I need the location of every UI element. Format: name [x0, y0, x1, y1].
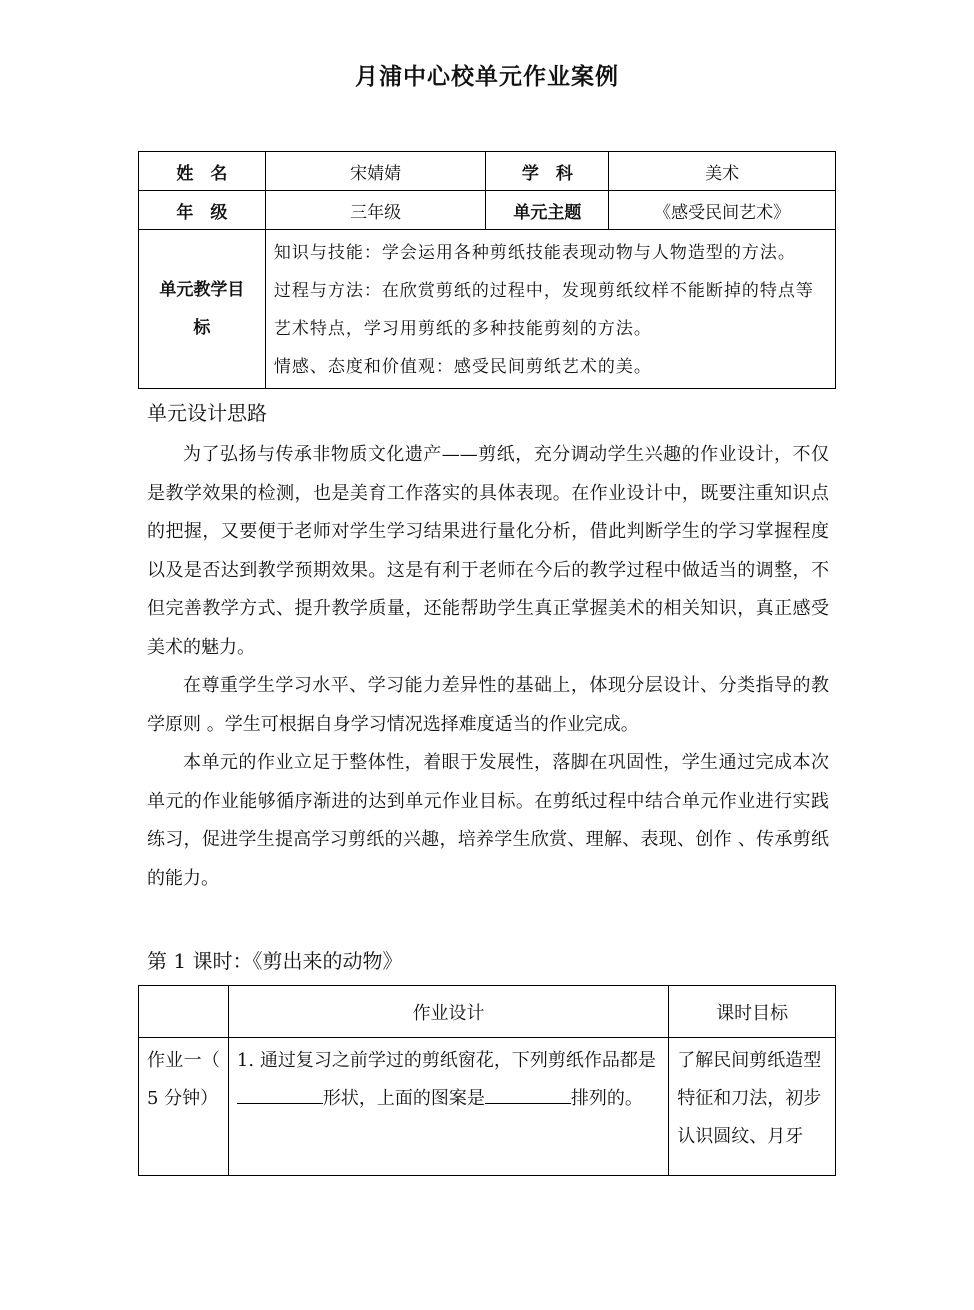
task-content: [228, 1038, 668, 1176]
subject-label: 学 科: [486, 152, 609, 191]
goal-knowledge: 知识与技能：学会运用各种剪纸技能表现动物与人物造型的方法。: [273, 243, 796, 263]
design-paragraph: 为了弘扬与传承非物质文化遗产——剪纸，充分调动学生兴趣的作业设计，不仅是教学效果的检测，也是美育工作落实的具体表现。在作业设计中，既要注重知识点的把握，又要便于老师对学生学习结果进行量化分析，借此判断学生的学习掌握程度以及是否达到教学预期效果。这是有利于老师在今后的教学过程中做适当的调整，不但完善教学方式、提升教学质量，还能帮助学生真正掌握美术的相关知识，真正感受美术的魅力。: [147, 444, 829, 658]
design-paragraph: 在尊重学生学习水平、学习能力差异性的基础上，体现分层设计、分类指导的教学原则 。学生可根据自身学习情况选择难度适当的作业完成。: [147, 675, 829, 735]
goals-label: 单元教学目标: [139, 230, 266, 389]
name-value: 宋婧婧: [265, 152, 486, 191]
answer-blank-shape[interactable]: [237, 1085, 323, 1104]
grade-label: 年 级: [139, 191, 266, 230]
subject-value: 美术: [609, 152, 836, 191]
answer-blank-pattern[interactable]: [485, 1085, 571, 1104]
task-text-part2: 形状，上面的图案是: [322, 1088, 485, 1109]
document-title: 月浦中心校单元作业案例: [355, 64, 619, 90]
theme-value: 《感受民间艺术》: [609, 191, 836, 230]
header-goal: 课时目标: [669, 986, 836, 1038]
task-label: 作业一（ 5 分钟）: [139, 1038, 229, 1176]
design-heading: 单元设计思路: [147, 401, 267, 425]
info-table: [138, 151, 836, 389]
design-paragraph: 本单元的作业立足于整体性，着眼于发展性，落脚在巩固性，学生通过完成本次单元的作业能够循序渐进的达到单元作业目标。在剪纸过程中结合单元作业进行实践练习，促进学生提高学习剪纸的兴趣，培养学生欣赏、理解、表现、创作 、传承剪纸的能力。: [147, 752, 829, 889]
header-design: 作业设计: [228, 986, 668, 1038]
task-text-part3: 排列的。: [570, 1088, 643, 1109]
lesson-goal: 了解民间剪纸造型特征和刀法，初步认识圆纹、月牙: [669, 1038, 836, 1176]
theme-label: 单元主题: [486, 191, 609, 230]
goal-process: 过程与方法：在欣赏剪纸的过程中，发现剪纸纹样不能断掉的特点等艺术特点，学习用剪纸的多种技能剪刻的方法。: [273, 281, 814, 339]
lesson-heading: 第 1 课时：《剪出来的动物》: [147, 949, 403, 973]
design-paragraphs: [147, 436, 829, 898]
task-text-part1: 1. 通过复习之前学过的剪纸窗花，下列剪纸作品都是: [236, 1050, 656, 1071]
header-empty-cell: [139, 986, 229, 1038]
name-label: 姓 名: [139, 152, 266, 191]
grade-value: 三年级: [265, 191, 486, 230]
goal-emotion: 情感、态度和价值观：感受民间剪纸艺术的美。: [273, 357, 652, 377]
goals-content: [265, 230, 835, 389]
homework-table: [138, 985, 836, 1176]
